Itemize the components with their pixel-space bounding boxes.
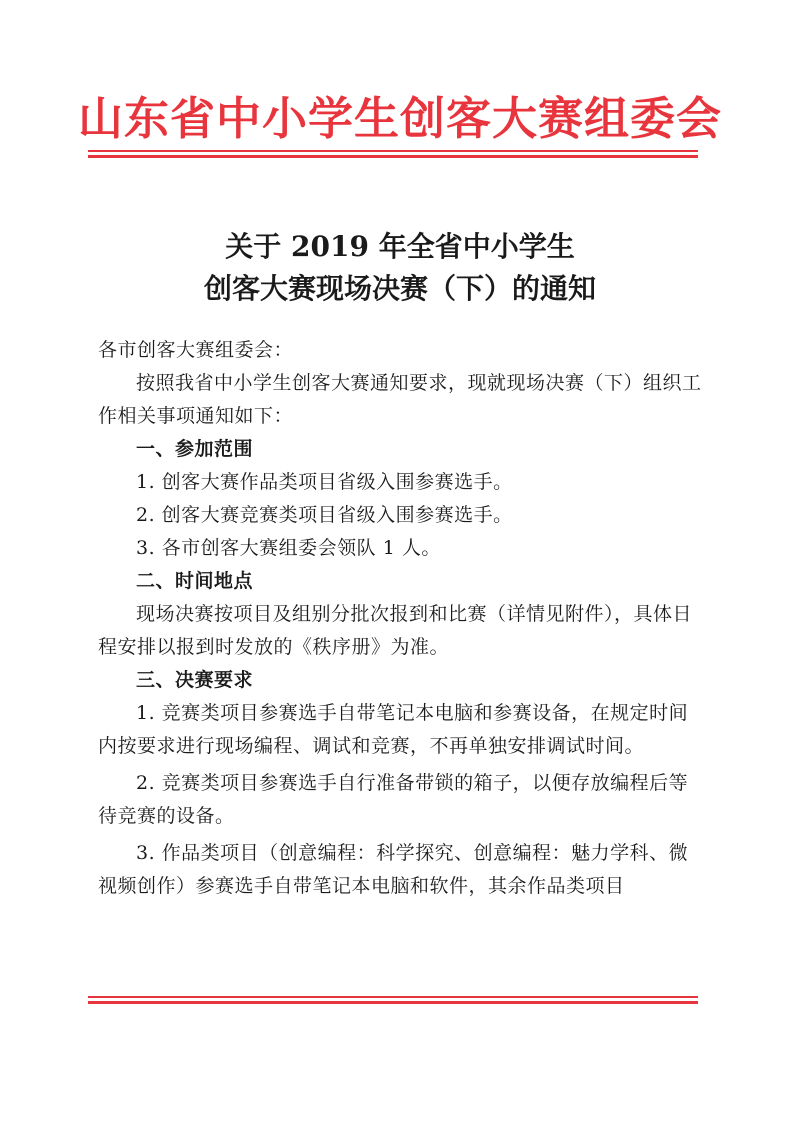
paragraph: 1. 竞赛类项目参赛选手自带笔记本电脑和参赛设备，在规定时间内按要求进行现场编程、调试和竞赛，不再单独安排调试时间。	[98, 702, 689, 757]
paragraph: 现场决赛按项目及组别分批次报到和比赛（详情见附件），具体日程安排以报到时发放的《秩序册》为准。	[98, 603, 693, 658]
letterhead-rule-thick	[88, 155, 698, 158]
footer-rule-thin	[88, 996, 698, 998]
document-title-line1: 关于 2019 年全省中小学生	[225, 230, 575, 263]
paragraph: 1. 创客大赛作品类项目省级入围参赛选手。	[136, 471, 513, 493]
paragraph: 3. 作品类项目（创意编程：科学探究、创意编程：魅力学科、微视频创作）参赛选手自带笔记本电脑和软件，其余作品类项目	[98, 842, 689, 897]
section-heading-scope: 一、参加范围	[136, 438, 254, 460]
section-heading-requirements: 三、决赛要求	[136, 669, 254, 691]
salutation: 各市创客大赛组委会：	[98, 339, 294, 361]
letterhead-rule-thin	[88, 150, 698, 152]
paragraph: 3. 各市创客大赛组委会领队 1 人。	[136, 537, 441, 559]
document-body	[98, 334, 703, 903]
footer-rule-thick	[88, 1001, 698, 1004]
document-title-line2: 创客大赛现场决赛（下）的通知	[203, 272, 596, 305]
intro-paragraph: 按照我省中小学生创客大赛通知要求，现就现场决赛（下）组织工作相关事项通知如下：	[98, 372, 702, 427]
letterhead-org-name: 山东省中小学生创客大赛组委会	[77, 92, 722, 145]
paragraph: 2. 竞赛类项目参赛选手自行准备带锁的箱子，以便存放编程后等待竞赛的设备。	[98, 772, 689, 827]
section-heading-time-place: 二、时间地点	[136, 570, 254, 592]
paragraph: 2. 创客大赛竞赛类项目省级入围参赛选手。	[136, 504, 513, 526]
document-title	[60, 226, 740, 310]
